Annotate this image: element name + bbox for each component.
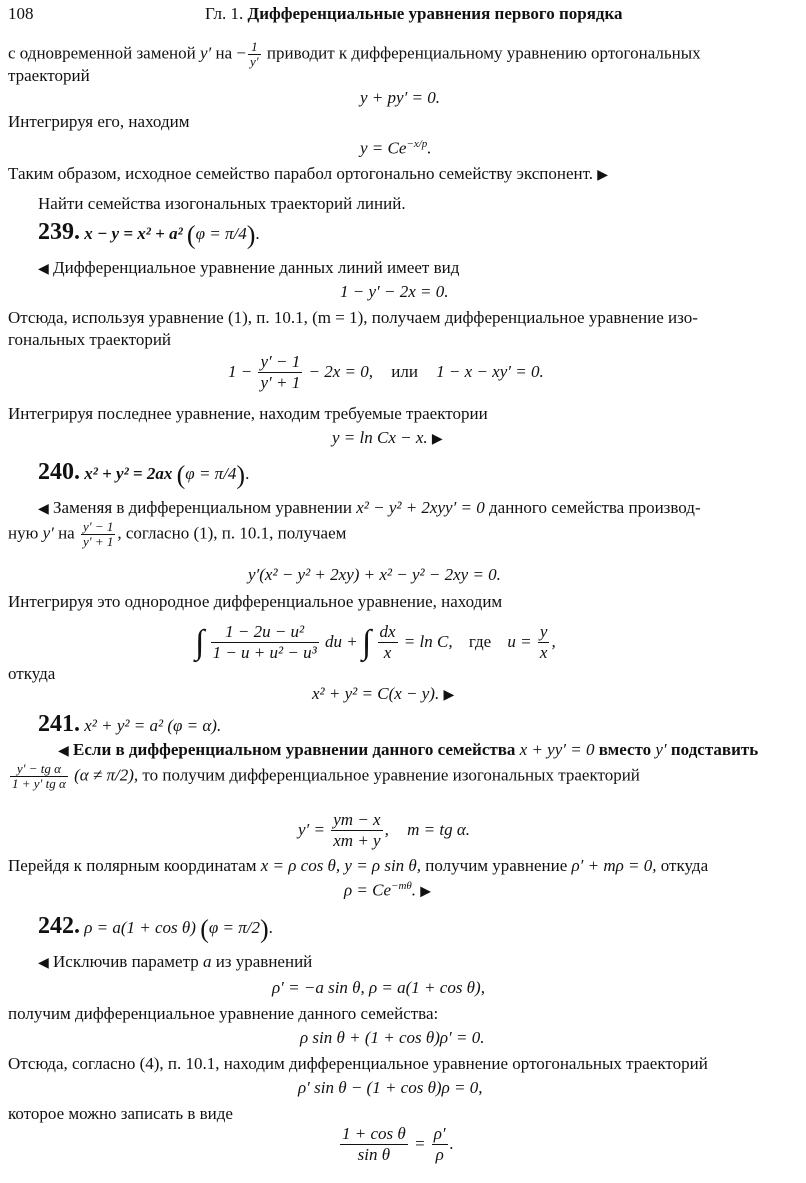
fraction: $\frac{1}{y'}$	[250, 39, 259, 70]
equation: ρ sin θ + (1 + cos θ)ρ′ = 0.	[300, 1028, 485, 1047]
equation: y = ln Cx − x. ▶	[332, 428, 443, 447]
text-line: траекторий	[8, 66, 90, 85]
start-marker-icon: ◀	[38, 956, 49, 971]
equation: x − y = x² + a²	[84, 224, 183, 243]
chapter-title: Дифференциальные уравнения первого порядка	[247, 4, 623, 23]
text-line: ную y′ на $\frac{y' - 1}{y' + 1}$ , согласно (1), п. 10.1, получаем	[8, 519, 347, 550]
problem-242: 242. ρ = a(1 + cos θ) (φ = π/2).	[38, 913, 273, 944]
text-line: ◀ Если в дифференциальном уравнении данного семейства x + yy′ = 0 вместо y′ подставить	[58, 740, 759, 759]
text-line: Интегрируя это однородное дифференциальное уравнение, находим	[8, 592, 503, 611]
equation: y + py′ = 0.	[360, 88, 441, 107]
equation: x² + y² = a² (φ = α).	[84, 716, 222, 735]
text-line: ◀ Дифференциальное уравнение данных линий имеет вид	[38, 258, 460, 277]
text-line: получим дифференциальное уравнение данного семейства:	[8, 1004, 439, 1023]
text-line: которое можно записать в виде	[8, 1104, 233, 1123]
text-line: Перейдя к полярным координатам x = ρ cos θ, y = ρ sin θ, получим уравнение ρ′ + mρ = 0, откуда	[8, 856, 709, 875]
end-marker-icon: ▶	[420, 884, 432, 900]
text-line: Таким образом, исходное семейство парабол ортогонально семейству экспонент. ▶	[8, 164, 609, 183]
text-line: Отсюда, согласно (4), п. 10.1, находим дифференциальное уравнение ортогональных траекторий	[8, 1054, 708, 1073]
start-marker-icon: ◀	[38, 262, 49, 277]
text-line: с одновременной заменой y′ на − $\frac{1}{y'}$ приводит к дифференциальному уравнению ортогональных	[8, 39, 701, 70]
end-marker-icon: ▶	[431, 432, 443, 447]
end-marker-icon: ▶	[597, 168, 609, 183]
problem-number: 241.	[38, 711, 80, 737]
problem-239: 239. x − y = x² + a² (φ = π/4).	[38, 219, 260, 250]
text-line: Найти семейства изогональных траекторий линий.	[38, 194, 406, 213]
equation: 1 − $\frac{y' - 1}{y' + 1}$ − 2x = 0, или 1 − x − xy′ = 0.	[228, 352, 544, 393]
problem-240: 240. x² + y² = 2ax (φ = π/4).	[38, 459, 250, 490]
text: с одновременной заменой	[8, 43, 196, 63]
equation: ∫ $\frac{\text{1 − 2u − u²}}{\text{1 − u + u² − u³}}$ du + ∫ $\frac{dx}{x}$ = ln C, где u = $\frac{y}{x}$ ,	[195, 622, 556, 663]
equation: ρ′ sin θ − (1 + cos θ)ρ = 0,	[298, 1078, 483, 1097]
start-marker-icon: ◀	[38, 502, 49, 517]
text-line: откуда	[8, 664, 56, 683]
equation: x² + y² = C(x − y). ▶	[312, 684, 455, 703]
problem-number: 239.	[38, 219, 80, 245]
equation: y′(x² − y² + 2xy) + x² − y² − 2xy = 0.	[248, 565, 501, 584]
equation: ρ = a(1 + cos θ)	[84, 918, 196, 937]
chapter-label: Гл. 1.	[205, 4, 244, 23]
start-marker-icon: ◀	[58, 744, 69, 759]
text-line: $\frac{\text{y′ − tg α}}{\text{1 + y′ tg α}}$ (α ≠ π/2), то получим дифференциальное уравнение изогональных траекторий	[12, 761, 640, 792]
page-number: 108	[8, 4, 34, 23]
text: на	[215, 43, 233, 63]
math: y′	[199, 43, 212, 63]
equation: x² + y² = 2ax	[84, 464, 173, 483]
running-header	[205, 4, 623, 24]
text-line: гональных траекторий	[8, 330, 172, 349]
equation: 1 − y′ − 2x = 0.	[340, 282, 449, 301]
text-line: Отсюда, используя уравнение (1), п. 10.1, (m = 1), получаем дифференциальное уравнение изо-	[8, 308, 698, 327]
equation: ρ′ = −a sin θ, ρ = a(1 + cos θ),	[272, 978, 485, 997]
problem-number: 240.	[38, 459, 80, 485]
equation: $\frac{\text{1 + cos θ}}{\text{sin θ}}$ = $\frac{\rho'}{\rho}$ .	[342, 1124, 454, 1165]
end-marker-icon: ▶	[443, 688, 455, 703]
problem-241	[38, 710, 221, 739]
text-line: Интегрируя его, находим	[8, 112, 190, 131]
text-line: ◀ Исключив параметр a из уравнений	[38, 952, 313, 971]
equation: $y = Ce^{-x/p}$.	[360, 138, 432, 158]
equation: y′ = $\frac{ym - x}{xm + y}$ , m = tg α.	[298, 810, 470, 851]
equation: $\rho = Ce^{-m\theta}$. ▶	[344, 880, 432, 900]
text-line: ◀ Заменяя в дифференциальном уравнении x² − y² + 2xyy′ = 0 данного семейства производ-	[38, 498, 701, 517]
text: приводит к дифференциальному уравнению ортогональных	[266, 43, 701, 63]
text-line: Интегрируя последнее уравнение, находим требуемые траектории	[8, 404, 488, 423]
problem-number: 242.	[38, 913, 80, 939]
